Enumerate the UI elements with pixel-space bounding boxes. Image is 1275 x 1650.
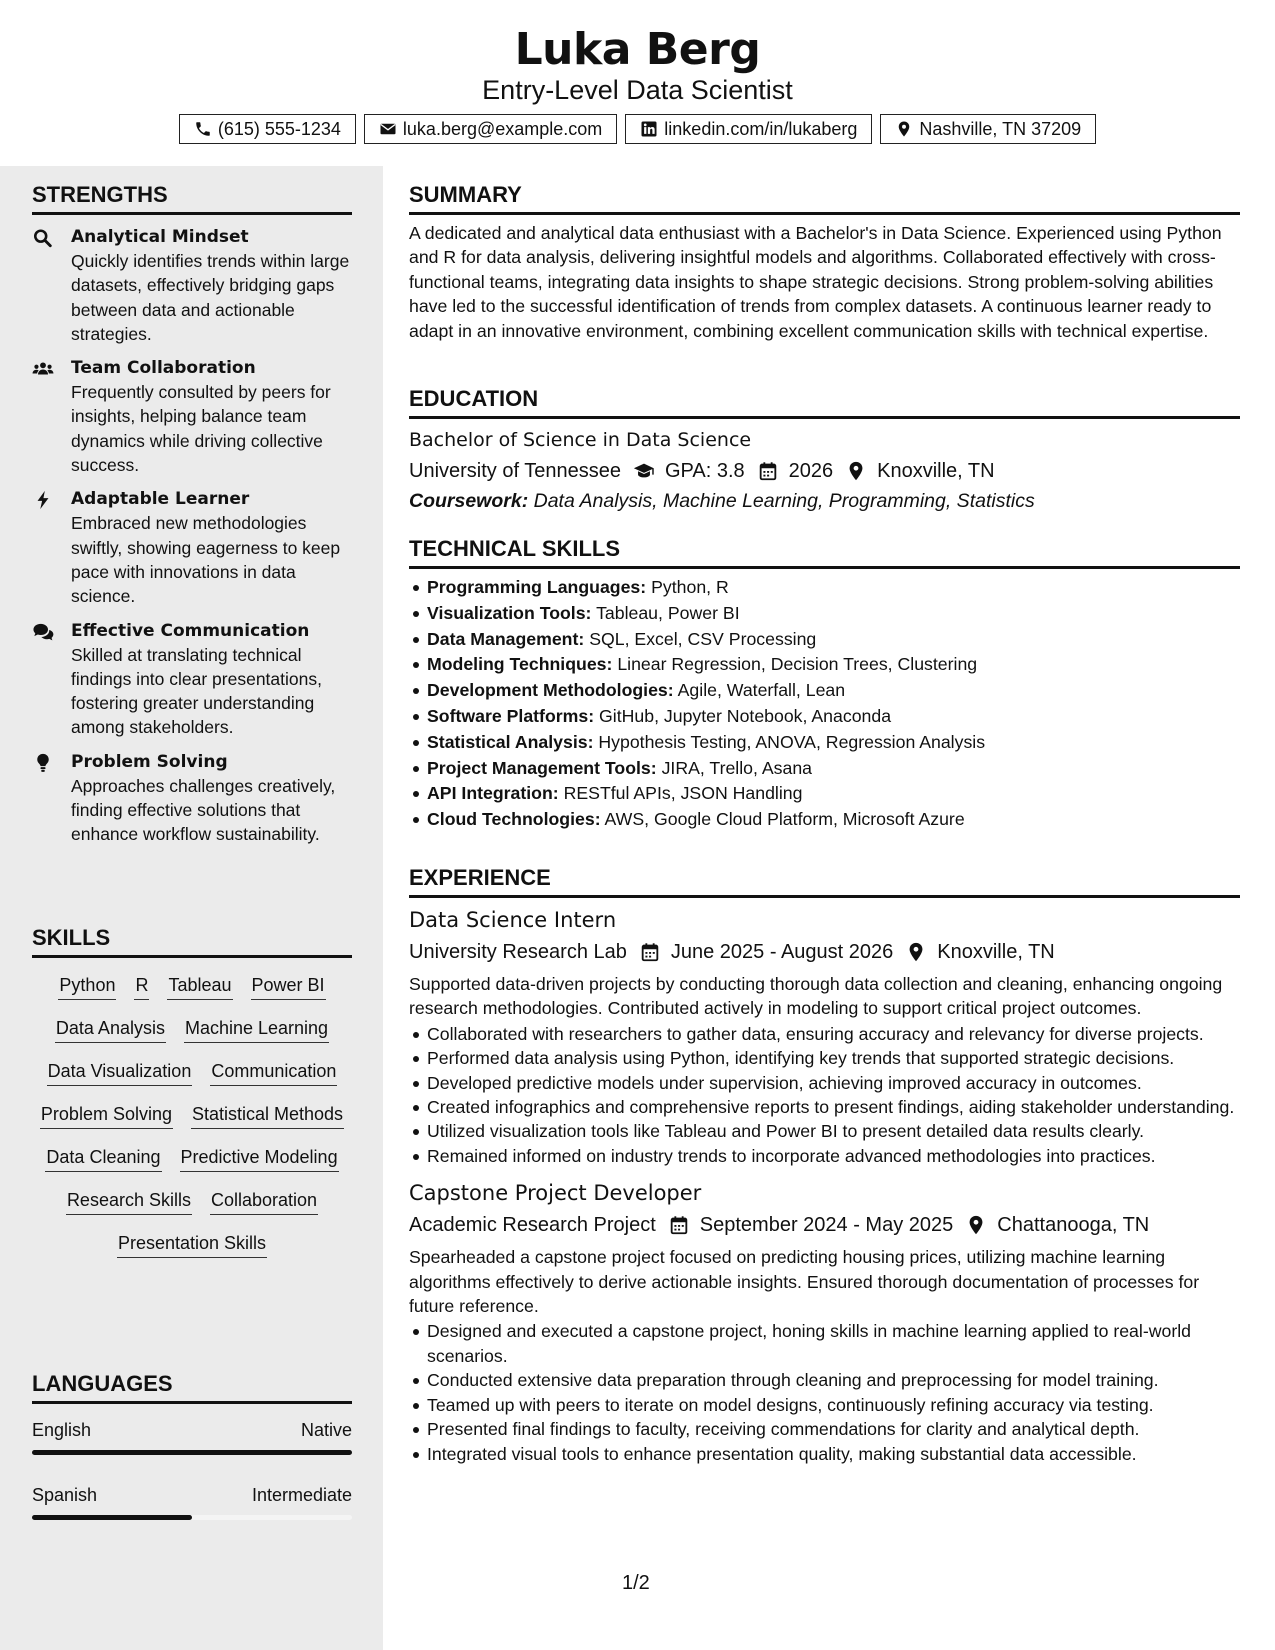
job-dates: June 2025 - August 2026: [670, 941, 894, 963]
skill-label: Development Methodologies:: [427, 680, 674, 701]
skill-tag: Problem Solving: [40, 1102, 173, 1129]
candidate-role: Entry-Level Data Scientist: [482, 75, 793, 105]
skill-tag: R: [134, 973, 149, 1000]
language-proficiency-fill: [32, 1515, 192, 1520]
technical-skills-list: [409, 575, 1240, 833]
contact-linkedin[interactable]: [625, 114, 872, 144]
list-item: Designed and executed a capstone project, honing skills in machine learning applied to real-world scenarios.: [427, 1319, 1240, 1368]
skill-tag: Data Analysis: [55, 1016, 166, 1043]
strength-desc: Frequently consulted by peers for insights, helping balance team dynamics while driving collective success.: [71, 382, 331, 476]
coursework-label: Coursework:: [409, 490, 529, 512]
job-title: Capstone Project Developer: [409, 1181, 702, 1206]
list-item: [427, 575, 1240, 601]
experience-title: EXPERIENCE: [409, 865, 1240, 898]
education-title: EDUCATION: [409, 386, 1240, 419]
skill-tag: Machine Learning: [184, 1016, 329, 1043]
list-item: [427, 627, 1240, 653]
language-item: [32, 1483, 352, 1520]
list-item: [427, 807, 1240, 833]
list-item: Utilized visualization tools like Tableau and Power BI to present detailed data results clearly.: [427, 1119, 1240, 1143]
skill-label: Cloud Technologies:: [427, 809, 601, 830]
skill-tag: Tableau: [167, 973, 232, 1000]
skill-tag: Power BI: [251, 973, 326, 1000]
map-pin-icon: [845, 460, 867, 482]
users-icon: [32, 359, 54, 379]
skill-value: JIRA, Trello, Asana: [661, 757, 812, 778]
candidate-name: Luka Berg: [514, 24, 761, 75]
strength-item: [32, 487, 352, 608]
contact-email-text: luka.berg@example.com: [402, 118, 603, 139]
skill-value: GitHub, Jupyter Notebook, Anaconda: [599, 705, 892, 726]
coursework: [409, 487, 1240, 515]
strengths-title: STRENGTHS: [32, 182, 352, 215]
job-meta: [409, 1211, 1240, 1239]
education-section: [409, 386, 1240, 515]
skill-tag: Data Visualization: [47, 1059, 193, 1086]
skill-value: Linear Regression, Decision Trees, Clustering: [617, 654, 978, 675]
linkedin-icon: [640, 120, 658, 138]
skill-label: Software Platforms:: [427, 705, 595, 726]
job-location: Knoxville, TN: [937, 941, 1055, 963]
skill-tag: Python: [58, 973, 116, 1000]
list-item: [427, 756, 1240, 782]
strength-item: [32, 356, 352, 477]
skill-tags: [32, 973, 352, 1258]
page-number: 1/2: [622, 1572, 650, 1594]
job-bullets: [409, 1022, 1240, 1168]
calendar-icon: [668, 1214, 690, 1236]
map-pin-icon: [965, 1214, 987, 1236]
list-item: Developed predictive models under supervision, achieving improved accuracy in outcomes.: [427, 1071, 1240, 1095]
skill-value: AWS, Google Cloud Platform, Microsoft Azure: [604, 809, 965, 830]
skill-value: SQL, Excel, CSV Processing: [589, 628, 817, 649]
calendar-icon: [639, 941, 661, 963]
strengths-section: [32, 182, 352, 847]
strength-title: Effective Communication: [71, 620, 310, 641]
skills-section: [32, 925, 352, 1258]
school-location: Knoxville, TN: [877, 460, 995, 482]
school-name: University of Tennessee: [409, 460, 621, 482]
strength-item: [32, 750, 352, 847]
bolt-icon: [32, 490, 54, 510]
language-item: [32, 1418, 352, 1455]
skill-label: Project Management Tools:: [427, 757, 657, 778]
envelope-icon: [379, 120, 397, 138]
job-meta: [409, 938, 1240, 966]
strength-title: Analytical Mindset: [71, 227, 249, 247]
list-item: Teamed up with peers to iterate on model designs, continuously refining accuracy via testing.: [427, 1393, 1240, 1417]
list-item: Collaborated with researchers to gather data, ensuring accuracy and relevancy for diverse projects.: [427, 1022, 1240, 1046]
job-org: University Research Lab: [409, 941, 627, 963]
list-item: Presented final findings to faculty, receiving commendations for clarity and analytical depth.: [427, 1417, 1240, 1441]
list-item: Integrated visual tools to enhance presentation quality, making substantial data accessible.: [427, 1442, 1240, 1466]
education-meta: [409, 457, 1240, 485]
skill-tag: Predictive Modeling: [180, 1145, 339, 1172]
technical-skills-section: [409, 536, 1240, 833]
strength-desc: Embraced new methodologies swiftly, showing eagerness to keep pace with innovations in data science.: [71, 513, 341, 607]
list-item: [427, 730, 1240, 756]
contact-phone[interactable]: [179, 114, 356, 144]
list-item: Conducted extensive data preparation through cleaning and preprocessing for model training.: [427, 1368, 1240, 1392]
strength-title: Team Collaboration: [71, 358, 256, 379]
map-pin-icon: [895, 120, 913, 138]
list-item: Created infographics and comprehensive reports to present findings, aiding stakeholder understanding.: [427, 1095, 1240, 1119]
languages-section: [32, 1371, 352, 1520]
languages-title: LANGUAGES: [32, 1371, 352, 1404]
search-icon: [32, 228, 54, 248]
list-item: [427, 704, 1240, 730]
job-summary: Spearheaded a capstone project focused on predicting housing prices, utilizing machine learning algorithms effectively to derive actionable insights. Ensured thorough documentation of processes for future reference.: [409, 1247, 1200, 1317]
language-name: English: [32, 1420, 92, 1440]
job-bullets: [409, 1319, 1240, 1465]
skills-title: SKILLS: [32, 925, 352, 958]
summary-text: A dedicated and analytical data enthusiast with a Bachelor's in Data Science. Experienced using Python and R for data analysis, delivering insightful models and algorithms. Collaborated effectively with cross-functional teams, integrating data insights to shape strategic decisions. Strong problem-solving abilities have led to the successful identification of trends from complex datasets. A continuous learner ready to adapt in an innovative environment, combining excellent communication skills with technical expertise.: [409, 223, 1222, 341]
technical-skills-title: TECHNICAL SKILLS: [409, 536, 1240, 569]
strength-item: [32, 225, 352, 346]
language-name: Spanish: [32, 1485, 98, 1505]
skill-label: Programming Languages:: [427, 577, 647, 597]
map-pin-icon: [905, 941, 927, 963]
coursework-list: Data Analysis, Machine Learning, Programming, Statistics: [533, 490, 1035, 512]
job-location: Chattanooga, TN: [997, 1214, 1150, 1237]
skill-value: Tableau, Power BI: [596, 602, 740, 623]
skill-tag: Data Cleaning: [45, 1145, 161, 1172]
job-summary: Supported data-driven projects by conducting thorough data collection and cleaning, enhancing ongoing research methodologies. Contributed actively in modeling to support critical project outcomes.: [409, 974, 1223, 1019]
skill-tag: Statistical Methods: [191, 1102, 344, 1129]
skill-value: Agile, Waterfall, Lean: [677, 680, 846, 701]
summary-section: [409, 182, 1240, 343]
job-title: Data Science Intern: [409, 908, 617, 932]
list-item: [427, 678, 1240, 704]
skill-label: Modeling Techniques:: [427, 654, 613, 675]
skill-label: Data Management:: [427, 628, 585, 649]
skill-tag: Presentation Skills: [117, 1231, 267, 1258]
strength-desc: Quickly identifies trends within large datasets, effectively bridging gaps between data and actionable strategies.: [71, 251, 350, 344]
degree-title: Bachelor of Science in Data Science: [409, 429, 752, 451]
strength-item: [32, 619, 352, 740]
contact-phone-text: (615) 555-1234: [217, 118, 341, 139]
contact-bar: [0, 114, 1275, 144]
gpa: GPA: 3.8: [664, 460, 745, 482]
skill-tag: Communication: [210, 1059, 337, 1086]
contact-email[interactable]: [364, 114, 617, 144]
job-dates: September 2024 - May 2025: [699, 1214, 954, 1237]
skill-value: Python, R: [651, 577, 729, 597]
phone-icon: [194, 120, 212, 138]
calendar-icon: [757, 460, 779, 482]
skill-value: Hypothesis Testing, ANOVA, Regression Analysis: [598, 731, 986, 752]
summary-title: SUMMARY: [409, 182, 1240, 215]
contact-linkedin-text: linkedin.com/in/lukaberg: [664, 118, 858, 139]
graduation-year: 2026: [788, 460, 834, 482]
language-proficiency-fill: [32, 1450, 352, 1455]
skill-tag: Collaboration: [210, 1188, 318, 1215]
list-item: [427, 652, 1240, 678]
skill-label: API Integration:: [427, 783, 559, 804]
language-level: Native: [300, 1420, 352, 1440]
language-proficiency-bar: [32, 1450, 352, 1455]
lightbulb-icon: [32, 753, 54, 773]
language-proficiency-bar: [32, 1515, 352, 1520]
language-level: Intermediate: [251, 1485, 352, 1505]
experience-section: [409, 865, 1240, 1466]
skill-label: Statistical Analysis:: [427, 731, 594, 752]
contact-location: [880, 114, 1096, 144]
list-item: [427, 601, 1240, 627]
strength-desc: Skilled at translating technical findings into clear presentations, fostering greater understanding among stakeholders.: [71, 644, 322, 738]
contact-location-text: Nashville, TN 37209: [919, 118, 1082, 139]
list-item: [427, 781, 1240, 807]
job-entry: [409, 1179, 1240, 1466]
comments-icon: [32, 622, 54, 642]
list-item: Performed data analysis using Python, identifying key trends that supported strategic decisions.: [427, 1046, 1240, 1070]
job-org: Academic Research Project: [409, 1214, 656, 1237]
resume-header: [0, 0, 1275, 166]
strength-desc: Approaches challenges creatively, finding effective solutions that enhance workflow sustainability.: [71, 775, 336, 845]
strength-title: Problem Solving: [71, 751, 228, 772]
strength-title: Adaptable Learner: [71, 489, 250, 510]
sidebar: [0, 166, 383, 1650]
skill-label: Visualization Tools:: [427, 602, 592, 623]
job-entry: [409, 906, 1240, 1168]
skill-tag: Research Skills: [66, 1188, 192, 1215]
skill-value: RESTful APIs, JSON Handling: [563, 783, 803, 804]
list-item: Remained informed on industry trends to incorporate advanced methodologies into practices.: [427, 1144, 1240, 1168]
graduation-cap-icon: [633, 460, 655, 482]
